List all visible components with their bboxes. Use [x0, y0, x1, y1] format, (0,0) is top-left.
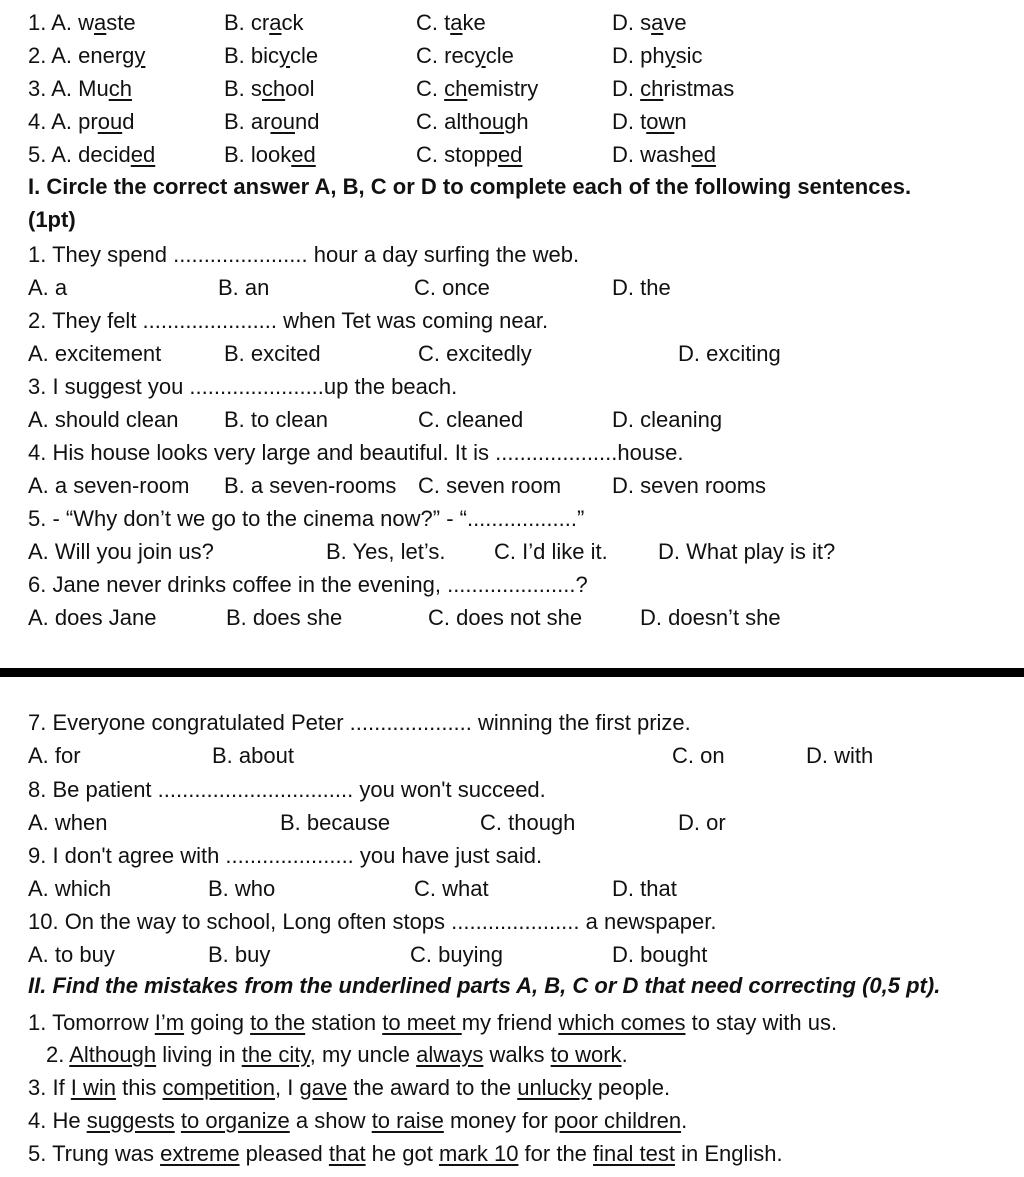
- answer-option: C. on: [672, 743, 725, 768]
- answer-option: D. doesn’t she: [640, 605, 781, 630]
- underlined-sound: ou: [270, 109, 295, 134]
- section-1-points: (1pt): [28, 207, 76, 232]
- answer-option: B. about: [212, 743, 294, 768]
- question-text: 5. - “Why don’t we go to the cinema now?” - “..................”: [28, 506, 585, 531]
- underlined-sound: y: [134, 43, 146, 68]
- mistake-sentence: 4. He suggests to organize a show to raise money for poor children.: [28, 1108, 688, 1133]
- answer-option: D. seven rooms: [612, 473, 767, 498]
- answer-option: A. when: [28, 810, 108, 835]
- underlined-sound: y: [664, 43, 676, 68]
- page-divider: [0, 668, 1024, 677]
- answer-option: B. a seven-rooms: [224, 473, 397, 498]
- answer-option: C. excitedly: [418, 341, 532, 366]
- answer-option: A. a seven-room: [28, 473, 190, 498]
- answer-option: A. which: [28, 876, 112, 901]
- option-c: C. recycle: [416, 43, 514, 68]
- underlined-sound: y: [279, 43, 291, 68]
- question-text: 6. Jane never drinks coffee in the evening, .....................?: [28, 572, 588, 597]
- mistake-sentence: 2. Although living in the city, my uncle always walks to work.: [46, 1042, 628, 1067]
- answer-option: C. buying: [410, 942, 503, 967]
- underlined-part: to raise: [371, 1108, 444, 1133]
- underlined-part: competition: [162, 1075, 276, 1100]
- answer-option: D. bought: [612, 942, 708, 967]
- underlined-part: suggests: [86, 1108, 175, 1133]
- underlined-part: to work: [550, 1042, 622, 1067]
- mistake-sentence: 3. If I win this competition, I gave the award to the unlucky people.: [28, 1075, 671, 1100]
- question-text: 3. I suggest you ......................up the beach.: [28, 374, 458, 399]
- answer-option: A. for: [28, 743, 81, 768]
- underlined-sound: ow: [646, 109, 675, 134]
- option-a: 3. A. Much: [28, 76, 132, 101]
- underlined-part: that: [328, 1141, 366, 1166]
- underlined-sound: ch: [108, 76, 132, 101]
- underlined-part: final test: [593, 1141, 675, 1166]
- underlined-part: extreme: [160, 1141, 240, 1166]
- question-text: 1. They spend ...................... hour a day surfing the web.: [28, 242, 580, 267]
- option-d: D. christmas: [612, 76, 735, 101]
- underlined-sound: ed: [691, 142, 716, 167]
- option-c: C. stopped: [416, 142, 523, 167]
- mistake-sentence: 1. Tomorrow I’m going to the station to meet my friend which comes to stay with us.: [28, 1010, 838, 1035]
- question-text: 10. On the way to school, Long often stops ..................... a newspaper.: [28, 909, 717, 934]
- answer-option: B. because: [280, 810, 391, 835]
- option-d: D. save: [612, 10, 687, 35]
- option-b: B. crack: [224, 10, 304, 35]
- answer-option: C. what: [414, 876, 489, 901]
- answer-option: B. an: [218, 275, 270, 300]
- option-c: C. chemistry: [416, 76, 539, 101]
- underlined-part: gave: [299, 1075, 348, 1100]
- answer-option: C. seven room: [418, 473, 562, 498]
- answer-option: A. Will you join us?: [28, 539, 214, 564]
- underlined-sound: ed: [130, 142, 156, 167]
- answer-option: A. to buy: [28, 942, 115, 967]
- underlined-part: to meet: [382, 1010, 462, 1035]
- answer-option: B. buy: [208, 942, 271, 967]
- underlined-sound: a: [450, 10, 463, 35]
- underlined-part: to the: [250, 1010, 306, 1035]
- underlined-sound: ch: [444, 76, 468, 101]
- underlined-sound: a: [269, 10, 282, 35]
- option-a: 5. A. decided: [28, 142, 156, 167]
- option-a: 1. A. waste: [28, 10, 136, 35]
- question-text: 9. I don't agree with ..................... you have just said.: [28, 843, 543, 868]
- answer-option: A. should clean: [28, 407, 179, 432]
- mistake-sentence: 5. Trung was extreme pleased that he got mark 10 for the final test in English.: [28, 1141, 783, 1166]
- underlined-sound: y: [474, 43, 486, 68]
- underlined-sound: ch: [640, 76, 664, 101]
- answer-option: B. to clean: [224, 407, 328, 432]
- underlined-sound: a: [651, 10, 664, 35]
- underlined-part: I’m: [154, 1010, 185, 1035]
- question-text: 8. Be patient ................................ you won't succeed.: [28, 777, 546, 802]
- underlined-part: which comes: [558, 1010, 686, 1035]
- answer-option: D. the: [612, 275, 671, 300]
- answer-option: D. or: [678, 810, 726, 835]
- answer-option: B. does she: [226, 605, 343, 630]
- section-1-heading: I. Circle the correct answer A, B, C or D to complete each of the following sentences.: [28, 174, 912, 199]
- underlined-sound: a: [94, 10, 107, 35]
- option-b: B. looked: [224, 142, 316, 167]
- option-c: C. although: [416, 109, 529, 134]
- question-text: 7. Everyone congratulated Peter .................... winning the first prize.: [28, 710, 691, 735]
- answer-option: C. though: [480, 810, 576, 835]
- underlined-sound: ch: [261, 76, 286, 101]
- option-d: D. washed: [612, 142, 716, 167]
- answer-option: B. excited: [224, 341, 321, 366]
- answer-option: A. does Jane: [28, 605, 157, 630]
- answer-option: D. exciting: [678, 341, 781, 366]
- option-b: B. bicycle: [224, 43, 319, 68]
- underlined-part: always: [416, 1042, 484, 1067]
- underlined-part: the city: [241, 1042, 310, 1067]
- underlined-sound: ed: [291, 142, 316, 167]
- underlined-part: mark 10: [438, 1141, 519, 1166]
- option-c: C. take: [416, 10, 486, 35]
- option-d: D. town: [612, 109, 687, 134]
- underlined-part: Although: [69, 1042, 157, 1067]
- answer-option: D. cleaning: [612, 407, 723, 432]
- answer-option: C. once: [414, 275, 490, 300]
- answer-option: D. that: [612, 876, 677, 901]
- option-b: B. school: [224, 76, 315, 101]
- option-d: D. physic: [612, 43, 703, 68]
- answer-option: C. does not she: [428, 605, 583, 630]
- answer-option: D. What play is it?: [658, 539, 836, 564]
- answer-option: C. cleaned: [418, 407, 524, 432]
- answer-option: B. Yes, let’s.: [326, 539, 446, 564]
- answer-option: C. I’d like it.: [494, 539, 608, 564]
- option-b: B. around: [224, 109, 320, 134]
- answer-option: D. with: [806, 743, 874, 768]
- answer-option: A. excitement: [28, 341, 162, 366]
- underlined-part: poor children: [553, 1108, 682, 1133]
- answer-option: B. who: [208, 876, 276, 901]
- underlined-part: to organize: [180, 1108, 290, 1133]
- option-a: 2. A. energy: [28, 43, 146, 68]
- section-2-heading: II. Find the mistakes from the underlined parts A, B, C or D that need correcting (0,5 pt).: [28, 973, 941, 998]
- underlined-sound: ou: [479, 109, 505, 134]
- question-text: 2. They felt ...................... when Tet was coming near.: [28, 308, 549, 333]
- underlined-sound: ed: [497, 142, 523, 167]
- underlined-part: unlucky: [517, 1075, 592, 1100]
- question-text: 4. His house looks very large and beautiful. It is ....................house.: [28, 440, 684, 465]
- underlined-part: I win: [70, 1075, 117, 1100]
- underlined-sound: ou: [97, 109, 123, 134]
- answer-option: A. a: [28, 275, 68, 300]
- option-a: 4. A. proud: [28, 109, 135, 134]
